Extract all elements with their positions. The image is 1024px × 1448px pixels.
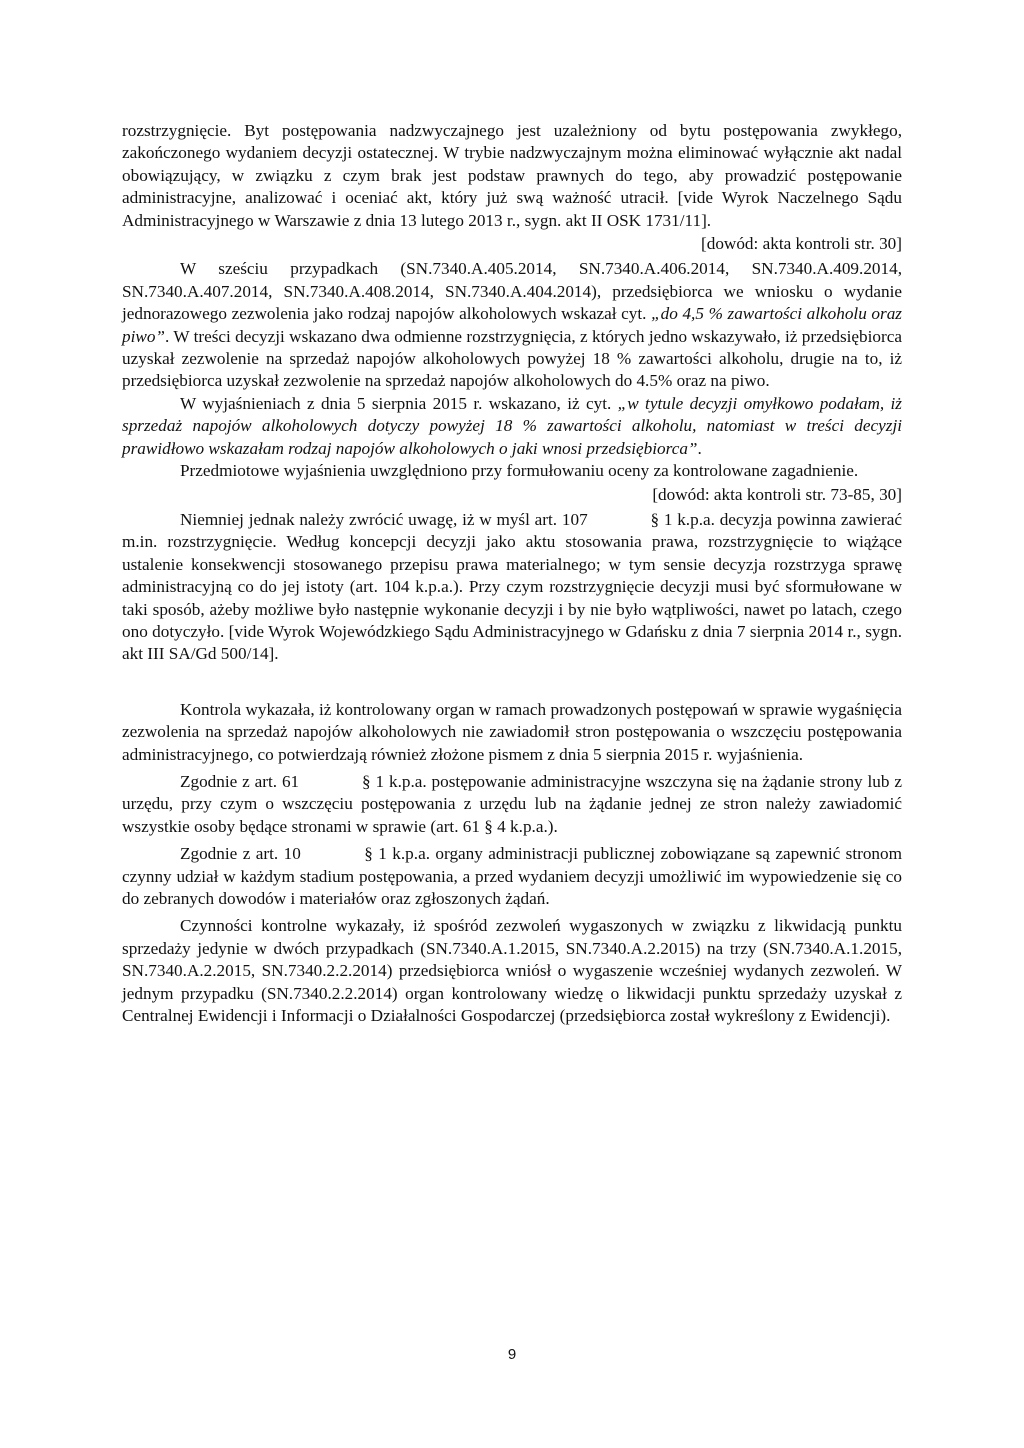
- paragraph-czynnosci-kontrolne: Czynności kontrolne wykazały, iż spośród zezwoleń wygaszonych w związku z likwidacją punktu sprzedaży jedynie w dwóch przypadkach (SN.7340.A.1.2015, SN.7340.A.2.2015) na trzy (SN.7340.A.1.2015, SN.7340.A.2.2015, SN.7340.2.2.2014) przedsiębiorca wniósł o wygaszenie wcześniej wydanych zezwoleń. W jednym przypadku (SN.7340.2.2.2014) organ kontrolowany wiedzę o likwidacji punktu sprzedaży uzyskał z Centralnej Ewidencji i Informacji o Działalności Gospodarczej (przedsiębiorca został wykreślony z Ewidencji).: [122, 916, 902, 1026]
- text-segment: W wyjaśnieniach z dnia 5 sierpnia 2015 r. wskazano, iż cyt.: [180, 393, 618, 413]
- text-segment: 1 k.p.a. decyzja powinna zawierać m.in. rozstrzygnięcie. Według koncepcji decyzji jako aktu stosowania prawa, rozstrzygnięcie to wiążące ustalenie konsekwencji stosowanego przepisu prawa materialnego; w tym sensie decyzja rozstrzyga sprawę administracyjną co do jej istoty (art. 104 k.p.a.). Przy czym rozstrzygnięcie decyzji musi być sformułowane w taki sposób, ażeby możliwe było następnie wykonanie decyzji i by nie było wątpliwości, nawet po latach, czego ono dotyczyło. [vide Wyrok Wojewódzkiego Sądu Administracyjnego w Gdańsku z dnia 7 sierpnia 2014 r., sygn. akt III SA/Gd 500/14].: [122, 509, 902, 664]
- paragraph-szesc-przypadkow: [122, 258, 902, 392]
- text-segment: Zgodnie z art. 61: [180, 771, 305, 791]
- quoted-text: „do 4,5 % zawartości alkoholu oraz piwo”: [122, 304, 902, 346]
- paragraph-przedmiotowe-wyjasnienia: Przedmiotowe wyjaśnienia uwzględniono przy formułowaniu oceny za kontrolowane zagadnienie.: [180, 461, 859, 481]
- text-segment: . W treści decyzji wskazano dwa odmienne rozstrzygnięcia, z których jedno wskazywało, iż przedsiębiorca uzyskał zezwolenie na sprzedaż napojów alkoholowych powyżej 18 % zawartości alkoholu, drugie na to, iż przedsiębiorca uzyskał zezwolenie na sprzedaż napojów alkoholowych do 4.5% oraz na piwo.: [122, 326, 902, 391]
- text-segment: 1 k.p.a. organy administracji publicznej zobowiązane są zapewnić stronom czynny udział w każdym stadium postępowania, a przed wydaniem decyzji umożliwić im wypowiedzenie się co do zebranych dowodów i materiałów oraz zgłoszonych żądań.: [122, 844, 902, 908]
- section-sign: §: [650, 509, 660, 529]
- text-segment: 1 k.p.a. postępowanie administracyjne wszczyna się na żądanie strony lub z urzędu, przy czym o wszczęciu postępowania z urzędu lub na żądanie jednej ze stron należy zawiadomić wszystkie osoby będące stronami w sprawie (art. 61 § 4 k.p.a.).: [122, 771, 902, 836]
- text-segment: .: [697, 438, 702, 458]
- document-page: [122, 0, 902, 1027]
- quoted-text: „w tytule decyzji omyłkowo podałam, iż sprzedaż napojów alkoholowych dotyczy powyżej 18 % zawartości alkoholu, natomiast w treści decyzji prawidłowo wskazałam rodzaj napojów alkoholowych o jaki wnosi przedsiębiorca”: [122, 393, 902, 458]
- section-sign: §: [364, 844, 373, 864]
- page-number: 9: [507, 1346, 517, 1363]
- paragraph-wyjasnienia: [122, 393, 902, 460]
- paragraph-kontrola-wykazala: Kontrola wykazała, iż kontrolowany organ w ramach prowadzonych postępowań w sprawie wygaśnięcia zezwolenia na sprzedaż napojów alkoholowych nie zawiadomił stron postępowania o wszczęciu postępowania administracyjnego, co potwierdzają również złożone pismem z dnia 5 sierpnia 2015 r. wyjaśnienia.: [122, 699, 902, 764]
- paragraph-art-61: [122, 771, 902, 838]
- evidence-note: [dowód: akta kontroli str. 73-85, 30]: [652, 484, 902, 504]
- text-segment: Zgodnie z art. 10: [180, 844, 307, 864]
- evidence-note: [dowód: akta kontroli str. 30]: [701, 234, 902, 254]
- section-sign: §: [362, 771, 371, 791]
- paragraph-byt-postepowania: rozstrzygnięcie. Byt postępowania nadzwyczajnego jest uzależniony od bytu postępowania zwykłego, zakończonego wydaniem decyzji ostatecznej. W trybie nadzwyczajnym można eliminować wyłącznie akt nadal obowiązujący, w związku z czym brak jest podstaw prawnych do tego, aby prowadzić postępowanie administracyjne, analizować i oceniać akt, który już swą ważność utracił. [vide Wyrok Naczelnego Sądu Administracyjnego w Warszawie z dnia 13 lutego 2013 r., sygn. akt II OSK 1731/11].: [122, 121, 902, 230]
- paragraph-niemniej: [122, 509, 902, 666]
- text-segment: Niemniej jednak należy zwrócić uwagę, iż w myśl art. 107: [180, 509, 593, 529]
- text-segment: W sześciu przypadkach (SN.7340.A.405.2014, SN.7340.A.406.2014, SN.7340.A.409.2014, SN.7340.A.407.2014, SN.7340.A.408.2014, SN.7340.A.404.2014), przedsiębiorca we wniosku o wydanie jednorazowego zezwolenia jako rodzaj napojów alkoholowych wskazał cyt.: [122, 259, 902, 324]
- paragraph-art-10: [122, 843, 902, 910]
